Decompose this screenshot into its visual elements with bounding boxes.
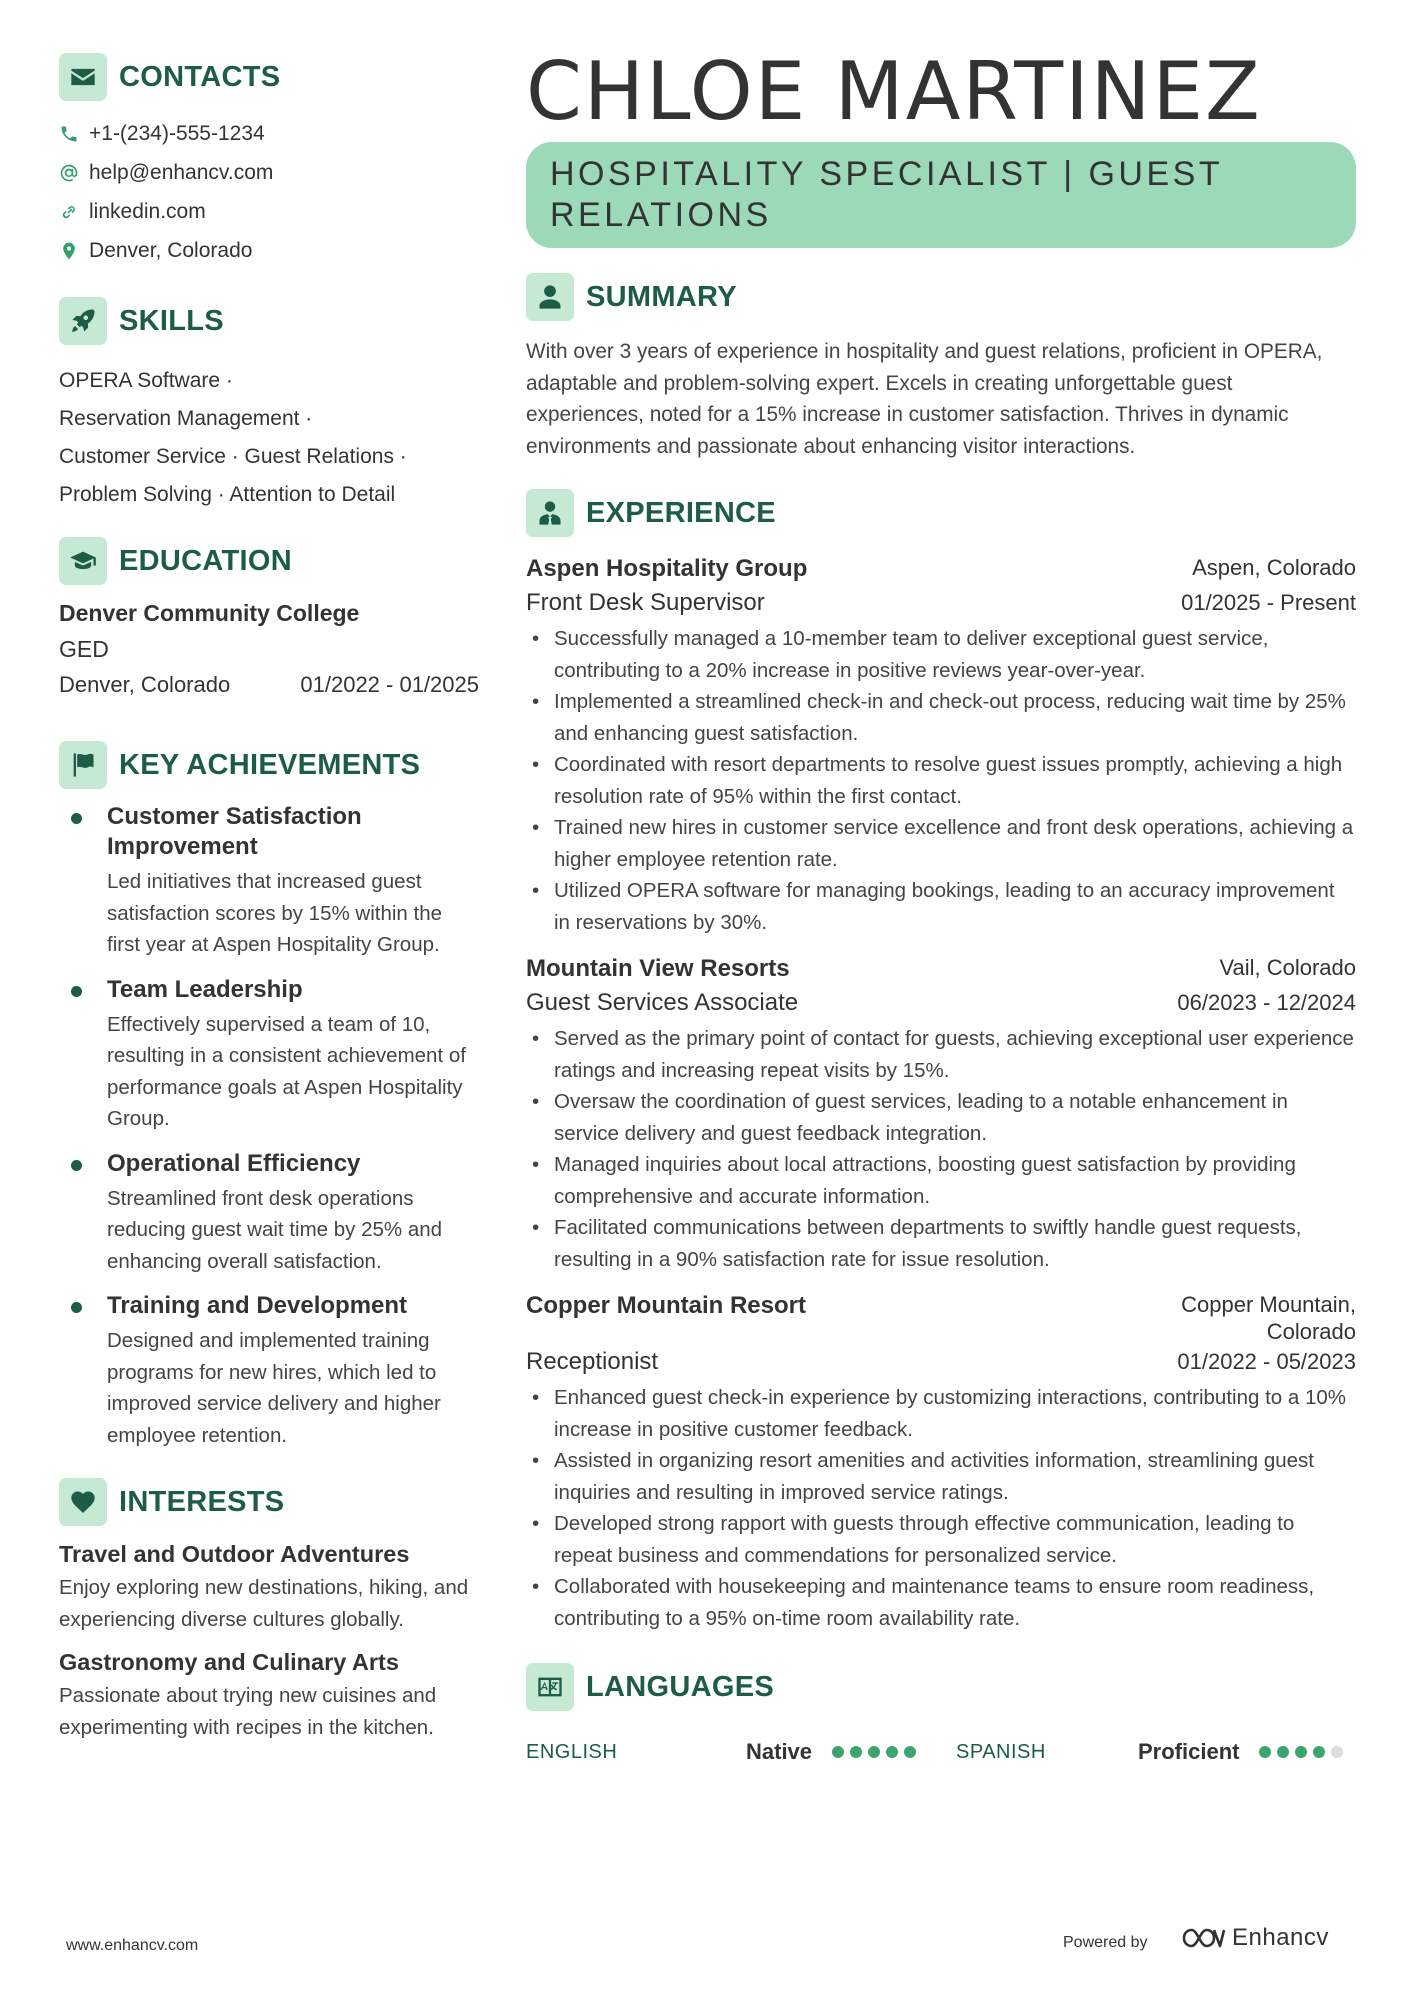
job-dates: 06/2023 - 12/2024: [1177, 990, 1356, 1015]
language-rating: [832, 1746, 922, 1758]
flag-icon: [59, 741, 107, 789]
language-level: Native: [746, 1739, 813, 1764]
languages-header: [526, 1662, 1356, 1712]
skills-header: [59, 296, 479, 346]
job-role-row: [526, 586, 1356, 620]
contact-phone-text[interactable]: +1-(234)-555-1234: [89, 121, 265, 145]
job-entry: [526, 552, 1356, 938]
bullet-dot-icon: [71, 986, 82, 997]
enhancv-logo-icon: [1180, 1922, 1226, 1954]
job-entry: [526, 952, 1356, 1275]
contact-linkedin: [59, 192, 479, 231]
summary-text: With over 3 years of experience in hospitality and guest relations, proficient in OPERA, adaptable and problem-solving expert. Excels in creating unforgettable guest experiences, noted for a 15% increase in customer satisfaction. Thrives in dynamic environments and passionate about enhancing visitor interactions.: [526, 340, 1323, 458]
job-bullet: • Coordinated with resort departments to resolve guest issues promptly, achieving a high resolution rate of 95% within the first contact.: [526, 749, 1356, 812]
rating-dot-filled: [832, 1746, 844, 1758]
interests-heading: INTERESTS: [119, 1485, 285, 1518]
interest-desc: Enjoy exploring new destinations, hiking, and experiencing diverse cultures globally.: [59, 1576, 469, 1631]
footer-brand-name: Enhancv: [1232, 1924, 1329, 1951]
language-rating: [1259, 1746, 1349, 1758]
achievements-heading: KEY ACHIEVEMENTS: [119, 748, 421, 781]
achievement-title: Operational Efficiency: [107, 1149, 361, 1177]
achievement-item: [59, 1291, 479, 1451]
job-dates: 01/2025 - Present: [1181, 590, 1356, 615]
language-item: [956, 1739, 1356, 1765]
interest-item: [59, 1541, 479, 1635]
job-bullet: • Enhanced guest check-in experience by customizing interactions, contributing to a 10% increase in positive customer feedback.: [526, 1382, 1356, 1445]
briefcase-person-icon: [526, 489, 574, 537]
job-head-row: [526, 552, 1356, 586]
rating-dot-empty: [1331, 1746, 1343, 1758]
link-icon: [59, 202, 79, 222]
job-entry: [526, 1289, 1356, 1634]
contact-linkedin-text[interactable]: linkedin.com: [89, 199, 206, 223]
achievement-title: Team Leadership: [107, 975, 303, 1003]
job-bullet: • Facilitated communications between departments to swiftly handle guest requests, resulting in a 90% satisfaction rate for issue resolution.: [526, 1212, 1356, 1275]
job-location: Aspen, Colorado: [1192, 555, 1356, 580]
education-meta: [59, 672, 479, 698]
interests-header: [59, 1477, 479, 1527]
job-location: Vail, Colorado: [1219, 955, 1356, 980]
person-icon: [526, 273, 574, 321]
language-name: ENGLISH: [526, 1740, 618, 1763]
contacts-header: [59, 52, 479, 102]
rating-dot-filled: [868, 1746, 880, 1758]
job-role: Receptionist: [526, 1348, 659, 1375]
bullet-dot-icon: [71, 813, 82, 824]
language-level: Proficient: [1138, 1739, 1240, 1764]
summary-header: [526, 272, 1356, 322]
contact-list: [59, 114, 479, 270]
rating-dot-filled: [1277, 1746, 1289, 1758]
skill-line: Reservation Management ·: [59, 407, 313, 430]
phone-icon: [59, 124, 79, 144]
rocket-icon: [59, 297, 107, 345]
interest-title: Gastronomy and Culinary Arts: [59, 1649, 399, 1675]
education-degree: GED: [59, 636, 109, 662]
right-column: [526, 45, 1356, 1772]
language-item: [526, 1739, 956, 1765]
skill-line: Problem Solving · Attention to Detail: [59, 483, 396, 506]
bullet-dot-icon: [71, 1160, 82, 1171]
job-role-row: [526, 986, 1356, 1020]
location-pin-icon: [59, 241, 79, 261]
contact-email-text[interactable]: help@enhancv.com: [89, 160, 274, 184]
achievement-desc: Designed and implemented training programs for new hires, which led to improved service delivery and higher employee retention.: [107, 1329, 441, 1447]
job-bullets: [526, 1382, 1356, 1634]
job-bullet: • Assisted in organizing resort amenities and activities information, streamlining guest inquiries and resulting in improved service ratings.: [526, 1445, 1356, 1508]
at-icon: [59, 163, 79, 183]
achievements-list: [59, 802, 479, 1451]
contact-location-text: Denver, Colorado: [89, 238, 253, 262]
job-location: Copper Mountain, Colorado: [1181, 1292, 1356, 1344]
achievement-item: [59, 802, 479, 961]
skill-line: Customer Service · Guest Relations ·: [59, 445, 407, 468]
interests-list: [59, 1541, 479, 1743]
left-column: [59, 52, 479, 1743]
job-company: Copper Mountain Resort: [526, 1292, 806, 1319]
interest-title: Travel and Outdoor Adventures: [59, 1541, 410, 1567]
footer-url[interactable]: www.enhancv.com: [66, 1937, 199, 1954]
education-header: [59, 536, 479, 586]
job-bullets: [526, 623, 1356, 938]
education-dates: 01/2022 - 01/2025: [300, 672, 479, 697]
languages-list: [526, 1732, 1356, 1772]
job-role: Front Desk Supervisor: [526, 589, 765, 616]
education-entry: [59, 600, 479, 698]
job-role: Guest Services Associate: [526, 989, 799, 1016]
summary-heading: SUMMARY: [586, 280, 737, 313]
rating-dot-filled: [1259, 1746, 1271, 1758]
language-name: SPANISH: [956, 1740, 1046, 1763]
graduation-cap-icon: [59, 537, 107, 585]
education-school: Denver Community College: [59, 600, 360, 626]
job-company: Aspen Hospitality Group: [526, 555, 808, 582]
job-role-row: [526, 1345, 1356, 1379]
achievement-item: [59, 975, 479, 1135]
experience-heading: EXPERIENCE: [586, 496, 776, 529]
candidate-name: CHLOE MARTINEZ: [526, 45, 1262, 138]
job-bullet: • Oversaw the coordination of guest services, leading to a notable enhancement in service delivery and guest feedback integration.: [526, 1086, 1356, 1149]
job-bullets: [526, 1023, 1356, 1275]
heart-icon: [59, 1478, 107, 1526]
job-head-row: [526, 1289, 1356, 1345]
contact-location: [59, 231, 479, 270]
experience-header: [526, 488, 1356, 538]
job-company: Mountain View Resorts: [526, 955, 790, 982]
achievement-title: Training and Development: [107, 1292, 408, 1319]
job-bullet: • Served as the primary point of contact for guests, achieving exceptional user experience ratings and increasing repeat visits by 15%.: [526, 1023, 1356, 1086]
achievement-title: Customer Satisfaction Improvement: [107, 803, 362, 860]
rating-dot-filled: [850, 1746, 862, 1758]
rating-dot-filled: [904, 1746, 916, 1758]
education-heading: EDUCATION: [119, 544, 292, 577]
rating-dot-filled: [1313, 1746, 1325, 1758]
rating-dot-filled: [1295, 1746, 1307, 1758]
job-head-row: [526, 952, 1356, 986]
candidate-title: HOSPITALITY SPECIALIST | GUEST RELATIONS: [550, 155, 1223, 234]
achievement-desc: Streamlined front desk operations reducing guest wait time by 25% and enhancing overall satisfaction.: [107, 1186, 443, 1273]
bullet-dot-icon: [71, 1302, 82, 1313]
interest-desc: Passionate about trying new cuisines and experimenting with recipes in the kitchen.: [59, 1684, 437, 1739]
rating-dot-filled: [886, 1746, 898, 1758]
job-bullet: • Collaborated with housekeeping and maintenance teams to ensure room readiness, contributing to a 95% on-time room availability rate.: [526, 1571, 1356, 1634]
skill-line: OPERA Software ·: [59, 369, 233, 392]
achievement-desc: Led initiatives that increased guest satisfaction scores by 15% within the first year at Aspen Hospitality Group.: [107, 870, 442, 956]
job-bullet: • Managed inquiries about local attractions, boosting guest satisfaction by providing comprehensive and accurate information.: [526, 1149, 1356, 1212]
achievements-header: [59, 740, 479, 790]
job-bullet: • Utilized OPERA software for managing bookings, leading to an accuracy improvement in reservations by 30%.: [526, 875, 1356, 938]
job-bullet: • Implemented a streamlined check-in and check-out process, reducing wait time by 25% and enhancing guest satisfaction.: [526, 686, 1356, 749]
contact-phone: [59, 114, 479, 153]
contacts-heading: CONTACTS: [119, 60, 281, 93]
job-dates: 01/2022 - 05/2023: [1177, 1349, 1356, 1374]
education-location: Denver, Colorado: [59, 672, 231, 697]
footer-brand[interactable]: [1180, 1922, 1329, 1954]
achievement-item: [59, 1149, 479, 1278]
contact-email: [59, 153, 479, 192]
interest-item: [59, 1649, 479, 1743]
translate-icon: [526, 1663, 574, 1711]
languages-heading: LANGUAGES: [586, 1670, 774, 1703]
job-bullet: • Developed strong rapport with guests through effective communication, leading to repeat business and commendations for personalized service.: [526, 1508, 1356, 1571]
achievement-desc: Effectively supervised a team of 10, resulting in a consistent achievement of performance goals at Aspen Hospitality Group.: [107, 1012, 466, 1130]
job-bullet: • Successfully managed a 10-member team to deliver exceptional guest service, contributing to a 20% increase in positive reviews year-over-year.: [526, 623, 1356, 686]
title-band: [526, 142, 1356, 248]
skills-list: [59, 362, 479, 514]
envelope-icon: [59, 53, 107, 101]
job-bullet: • Trained new hires in customer service excellence and front desk operations, achieving a higher employee retention rate.: [526, 812, 1356, 875]
footer-powered-by: Powered by: [1063, 1934, 1148, 1951]
skills-heading: SKILLS: [119, 304, 224, 337]
